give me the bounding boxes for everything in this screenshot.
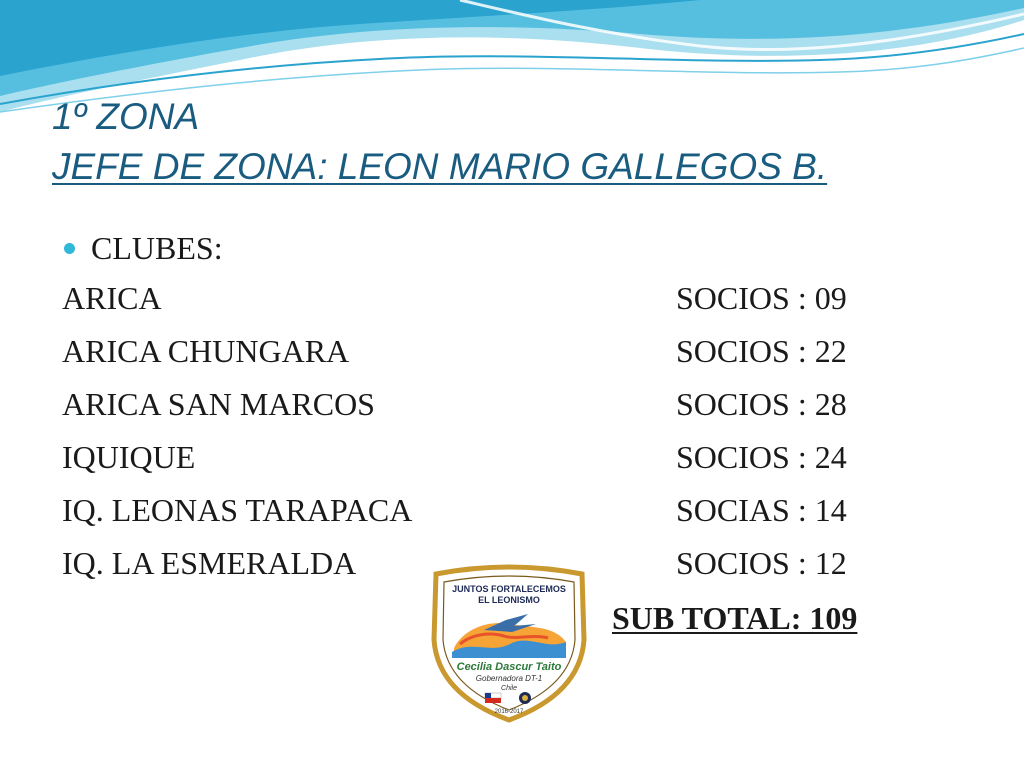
club-row <box>62 386 922 426</box>
bullet-icon <box>64 243 75 254</box>
crest-motto-line1: JUNTOS FORTALECEMOS <box>452 584 566 594</box>
lions-emblem-icon <box>519 692 531 704</box>
club-name: ARICA <box>62 280 162 316</box>
subtotal: SUB TOTAL: 109 <box>612 600 858 636</box>
crest-governor-role: Gobernadora DT-1 <box>475 674 543 683</box>
club-member-count: SOCIOS : 09 <box>676 280 847 316</box>
clubs-heading: CLUBES: <box>91 229 223 266</box>
club-name: ARICA CHUNGARA <box>62 333 350 369</box>
crest-governor-name: Cecilia Dascur Taito <box>456 661 562 673</box>
club-name: IQUIQUE <box>62 439 196 475</box>
club-member-count: SOCIOS : 12 <box>676 545 847 581</box>
club-name: ARICA SAN MARCOS <box>62 386 375 422</box>
clubs-heading-row <box>64 228 223 268</box>
chile-flag-icon <box>485 693 501 703</box>
crest-motto-line2: EL LEONISMO <box>478 595 540 605</box>
club-member-count: SOCIOS : 24 <box>676 439 847 475</box>
title-zone-chief: JEFE DE ZONA: LEON MARIO GALLEGOS B. <box>52 146 828 187</box>
crest-country: Chile <box>501 685 517 692</box>
club-member-count: SOCIAS : 14 <box>676 492 847 528</box>
club-name: IQ. LA ESMERALDA <box>62 545 357 581</box>
club-row <box>62 439 922 479</box>
club-row <box>62 492 922 532</box>
slide-title <box>52 92 827 192</box>
club-member-count: SOCIOS : 28 <box>676 386 847 422</box>
title-zone: 1º ZONA <box>52 96 200 137</box>
club-row <box>62 280 922 320</box>
crest-years: 2016-2017 <box>494 709 524 715</box>
governor-crest-logo <box>424 562 594 724</box>
club-name: IQ. LEONAS TARAPACA <box>62 492 413 528</box>
club-member-count: SOCIOS : 22 <box>676 333 847 369</box>
club-row <box>62 333 922 373</box>
